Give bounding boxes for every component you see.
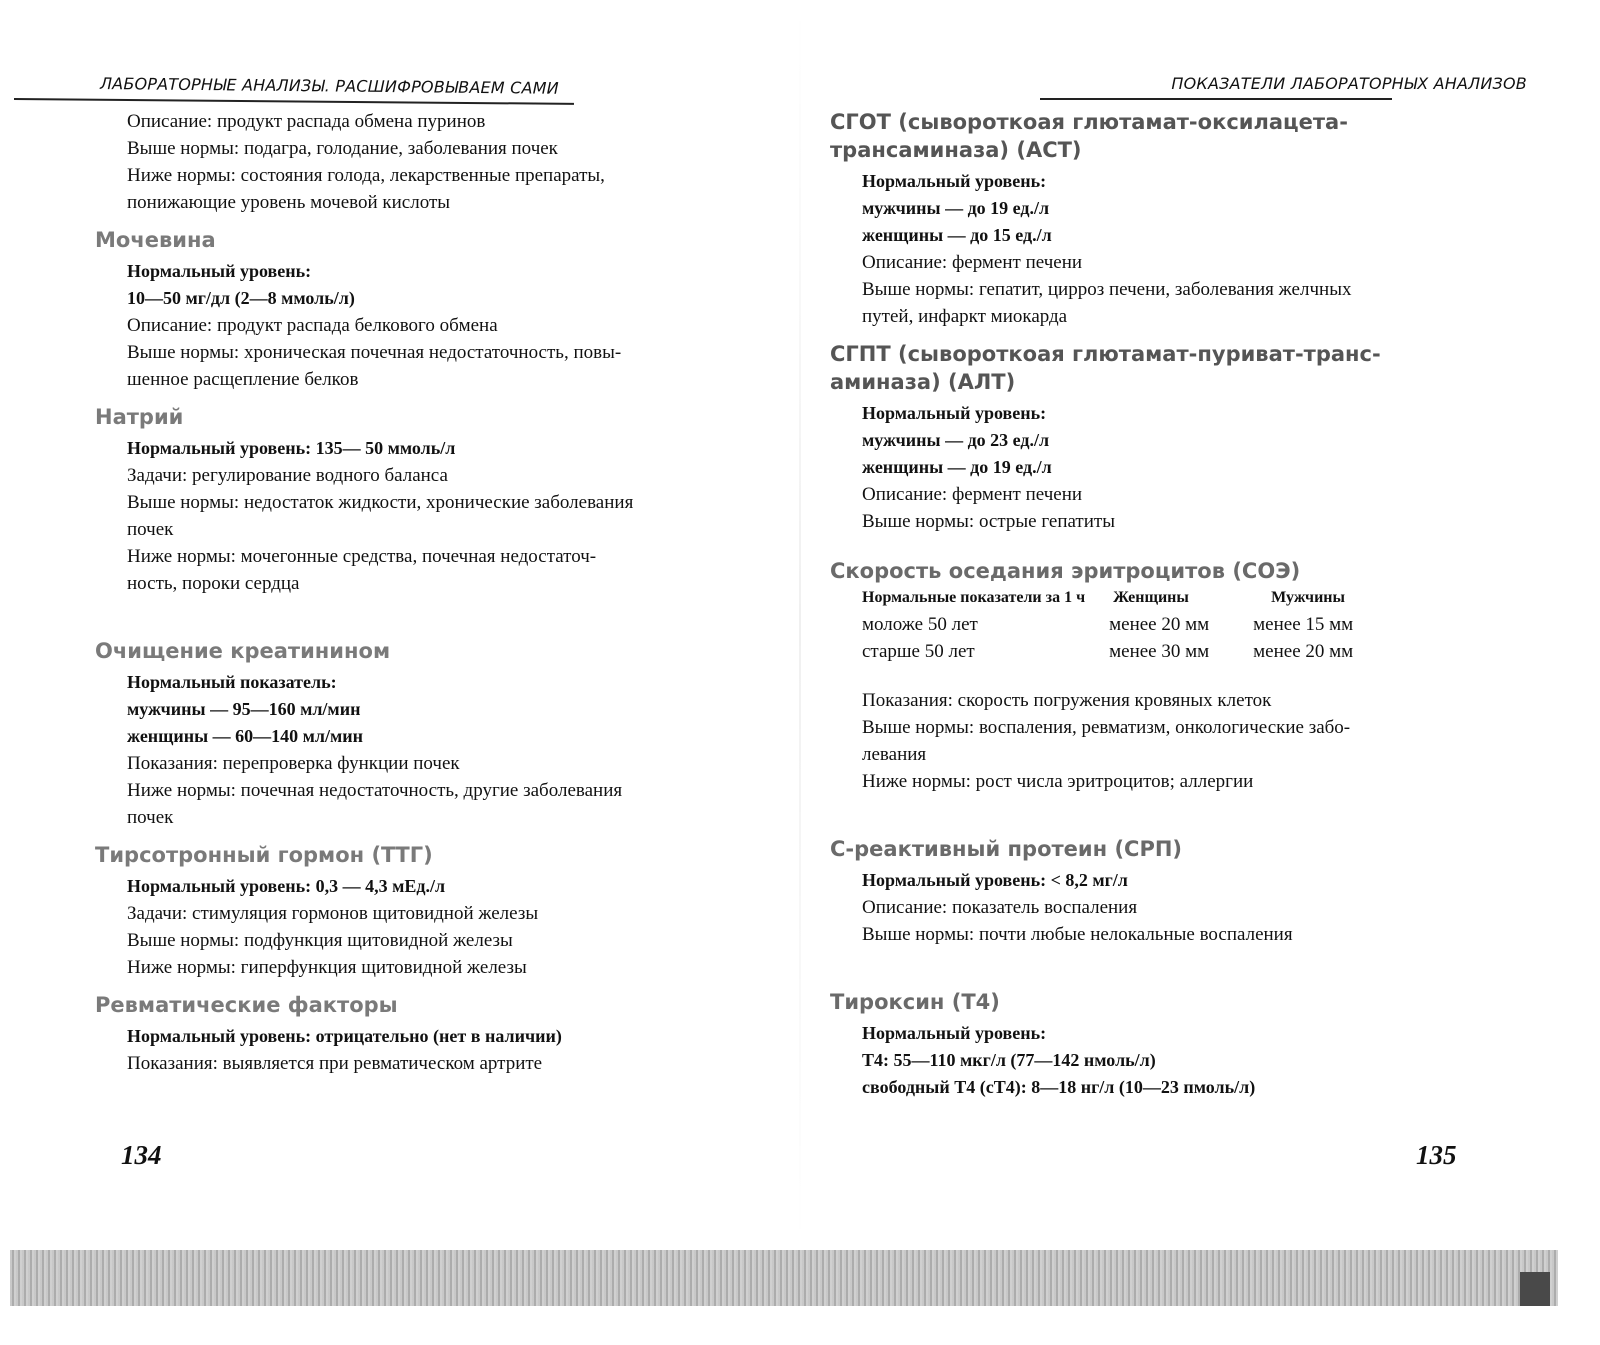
norm-men: мужчины — до 23 ед./л <box>862 430 1050 450</box>
table-cell: менее 30 мм <box>1109 641 1210 662</box>
description: Описание: фермент печени <box>862 252 1083 273</box>
description: Описание: показатель воспаления <box>862 897 1138 918</box>
below-norm: Ниже нормы: рост числа эритроцитов; аллергии <box>862 771 1254 792</box>
running-head: ЛАБОРАТОРНЫЕ АНАЛИЗЫ. РАСШИФРОВЫВАЕМ САМИ <box>99 74 559 98</box>
above-norm: Выше нормы: недостаток жидкости, хронические заболевания <box>127 492 634 513</box>
body-line: Описание: продукт распада обмена пуринов <box>127 111 486 132</box>
task: Задачи: стимуляция гормонов щитовидной железы <box>127 903 539 924</box>
above-norm: левания <box>862 744 927 765</box>
norm-women: женщины — 60—140 мл/мин <box>127 726 364 746</box>
header-rule <box>14 98 574 105</box>
norm-value: Нормальный уровень: 0,3 — 4,3 мЕд./л <box>127 876 446 896</box>
norm-label: Нормальный показатель: <box>127 672 337 692</box>
norm-total-t4: Т4: 55—110 мкг/л (77—142 нмоль/л) <box>862 1050 1156 1070</box>
table-header: Женщины <box>1113 589 1189 606</box>
norm-women: женщины — до 19 ед./л <box>862 457 1052 477</box>
above-norm: Выше нормы: хроническая почечная недостаточность, повы- <box>127 342 622 363</box>
norm-label: Нормальный уровень: <box>862 1023 1047 1043</box>
indication: Показания: скорость погружения кровяных клеток <box>862 690 1272 711</box>
above-norm: Выше нормы: почти любые нелокальные воспаления <box>862 924 1293 945</box>
norm-women: женщины — до 15 ед./л <box>862 225 1052 245</box>
norm-label: Нормальный уровень: <box>862 171 1047 191</box>
section-heading: Натрий <box>95 405 184 429</box>
norm-men: мужчины — до 19 ед./л <box>862 198 1050 218</box>
body-line: Выше нормы: подагра, голодание, заболевания почек <box>127 138 558 159</box>
above-norm: путей, инфаркт миокарда <box>862 306 1068 327</box>
table-cell: менее 20 мм <box>1253 641 1354 662</box>
table-header: Мужчины <box>1271 589 1345 606</box>
body-line: Ниже нормы: состояния голода, лекарственные препараты, <box>127 165 605 186</box>
table-header: Нормальные показатели за 1 ч <box>862 589 1086 606</box>
norm-value: Нормальный уровень: отрицательно (нет в наличии) <box>127 1026 562 1046</box>
section-heading: С-реактивный протеин (СРП) <box>830 837 1183 861</box>
table-header-row <box>862 589 1397 611</box>
norm-label: Нормальный уровень: <box>127 261 312 281</box>
left-column <box>95 108 767 1077</box>
section-heading: СГОТ (сывороткоая глютамат-оксилацета- <box>830 110 1348 134</box>
right-page <box>800 0 1600 1250</box>
section-heading: СГПТ (сывороткоая глютамат-пуриват-транс- <box>830 342 1381 366</box>
right-column <box>830 108 1482 1101</box>
section-heading: Скорость оседания эритроцитов (СОЭ) <box>830 559 1301 583</box>
page-number: 134 <box>121 1140 162 1170</box>
norm-free-t4: свободный Т4 (сТ4): 8—18 нг/л (10—23 пмоль/л) <box>862 1077 1256 1097</box>
norm-value: Нормальный уровень: 135— 50 ммоль/л <box>127 438 456 458</box>
description: Описание: фермент печени <box>862 484 1083 505</box>
above-norm: Выше нормы: гепатит, цирроз печени, заболевания желчных <box>862 279 1352 300</box>
table-row <box>862 638 1397 665</box>
norm-men: мужчины — 95—160 мл/мин <box>127 699 361 719</box>
section-heading: трансаминаза) (АСТ) <box>830 138 1082 162</box>
table-row <box>862 611 1397 638</box>
above-norm: шенное расщепление белков <box>127 369 359 390</box>
left-page <box>0 0 800 1250</box>
norm-value: 10—50 мг/дл (2—8 ммоль/л) <box>127 288 355 308</box>
above-norm: Выше нормы: острые гепатиты <box>862 511 1115 532</box>
table-cell: моложе 50 лет <box>862 614 978 635</box>
section-heading: Очищение креатинином <box>95 639 391 663</box>
running-head: ПОКАЗАТЕЛИ ЛАБОРАТОРНЫХ АНАЛИЗОВ <box>1171 74 1527 93</box>
below-norm: ность, пороки сердца <box>127 573 300 594</box>
section-heading: Тирсотронный гормон (ТТГ) <box>95 843 433 867</box>
below-norm: Ниже нормы: почечная недостаточность, другие заболевания <box>127 780 623 801</box>
table-cell: менее 20 мм <box>1109 614 1210 635</box>
below-norm: Ниже нормы: мочегонные средства, почечная недостаточ- <box>127 546 597 567</box>
scan-edge-band <box>10 1250 1558 1306</box>
norm-label: Нормальный уровень: <box>862 403 1047 423</box>
section-heading: аминаза) (АЛТ) <box>830 370 1016 394</box>
section-heading: Тироксин (Т4) <box>830 990 1000 1014</box>
body-line: понижающие уровень мочевой кислоты <box>127 192 451 213</box>
table-cell: менее 15 мм <box>1253 614 1354 635</box>
scan-edge-dark-block <box>1520 1272 1550 1306</box>
page-number: 135 <box>1416 1140 1457 1170</box>
esr-table <box>862 589 1397 665</box>
task: Задачи: регулирование водного баланса <box>127 465 448 486</box>
section-heading: Ревматические факторы <box>95 993 398 1017</box>
indication: Показания: выявляется при ревматическом артрите <box>127 1053 543 1074</box>
above-norm: Выше нормы: подфункция щитовидной железы <box>127 930 513 951</box>
above-norm: Выше нормы: воспаления, ревматизм, онкологические забо- <box>862 717 1351 738</box>
below-norm: почек <box>127 807 174 828</box>
section-heading: Мочевина <box>95 228 216 252</box>
table-cell: старше 50 лет <box>862 641 975 662</box>
indication: Показания: перепроверка функции почек <box>127 753 460 774</box>
above-norm: почек <box>127 519 174 540</box>
header-rule <box>1040 98 1392 100</box>
description: Описание: продукт распада белкового обмена <box>127 315 498 336</box>
norm-value: Нормальный уровень: < 8,2 мг/л <box>862 870 1128 890</box>
below-norm: Ниже нормы: гиперфункция щитовидной железы <box>127 957 527 978</box>
